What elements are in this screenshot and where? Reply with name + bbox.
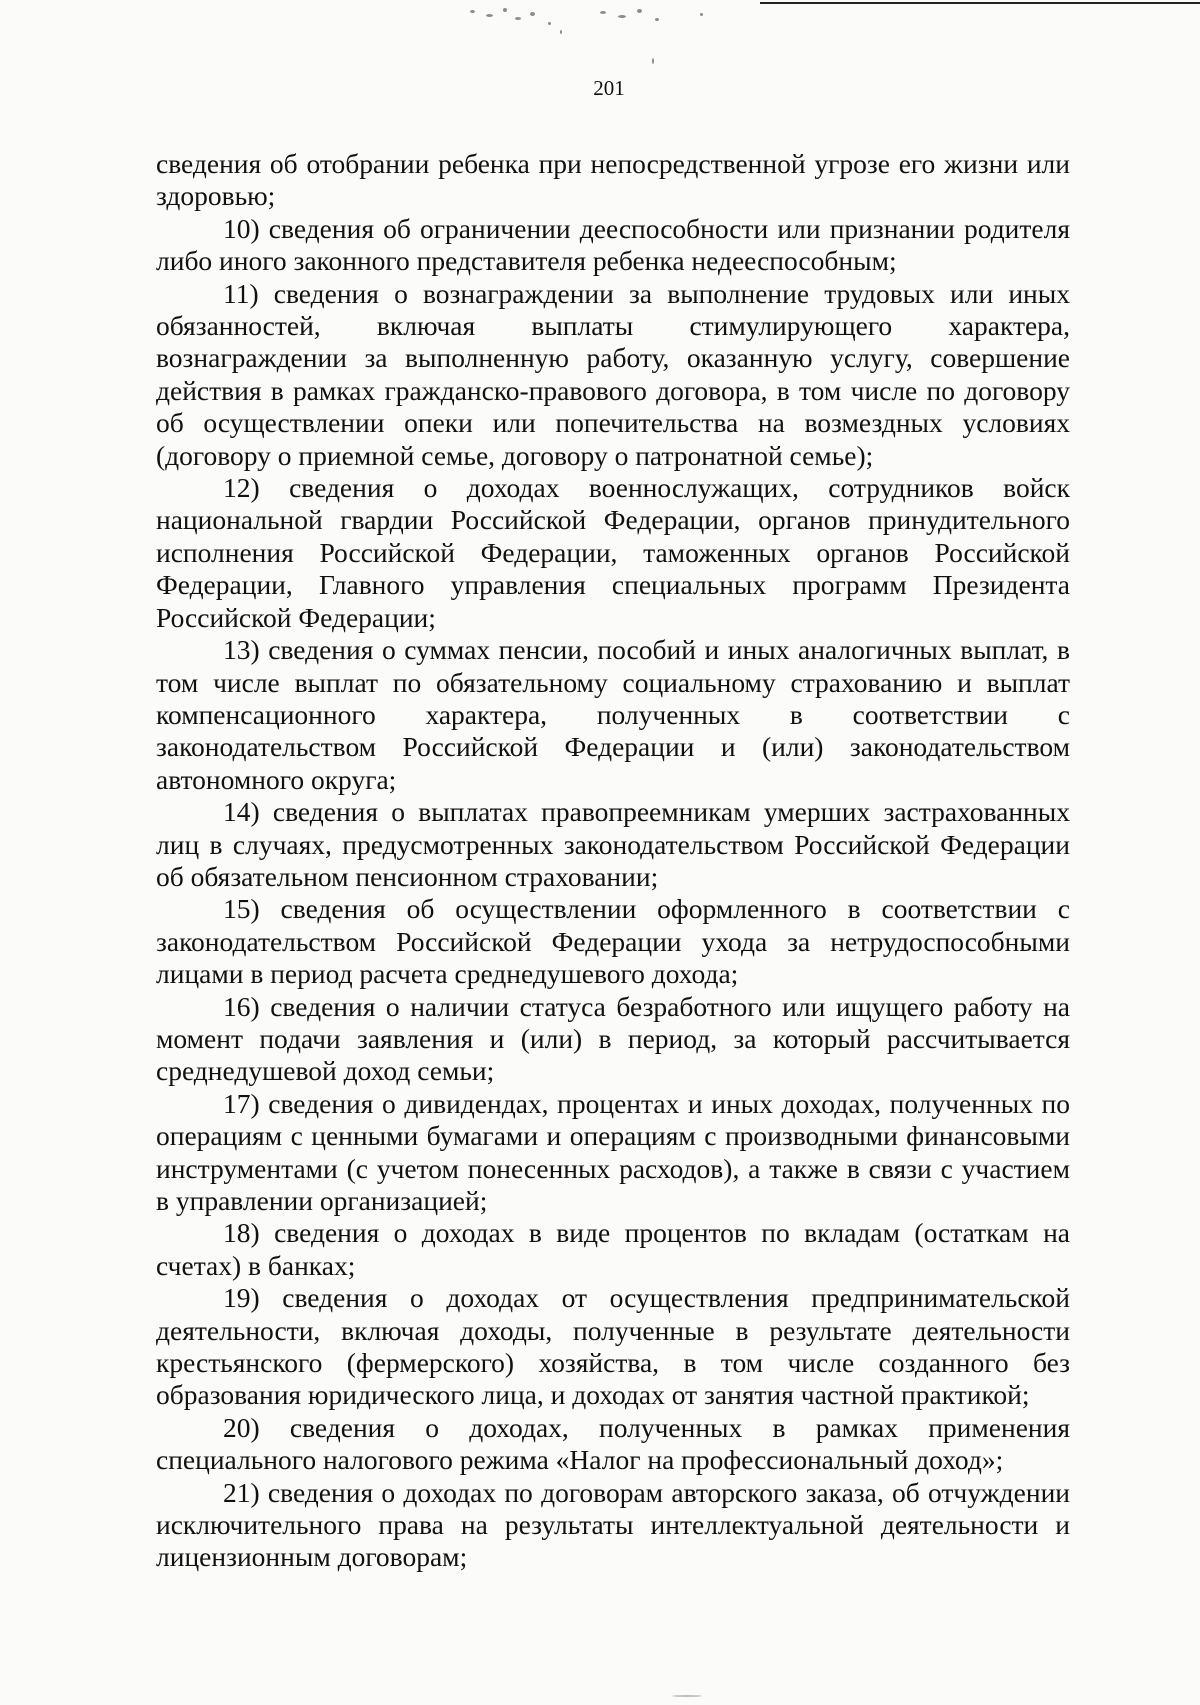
paragraph: 21) сведения о доходах по договорам авторского заказа, об отчуждении исключительного права на результаты интеллектуальной деятельности и лицензионным договорам;	[156, 1476, 1070, 1573]
paragraph: 16) сведения о наличии статуса безработного или ищущего работу на момент подачи заявления и (или) в период, за который рассчитывается среднедушевой доход семьи;	[156, 990, 1070, 1087]
paragraph: 19) сведения о доходах от осуществления предпринимательской деятельности, включая доходы, полученные в результате деятельности крестьянского (фермерского) хозяйства, в том числе созданного без образования юридического лица, и доходах от занятия частной практикой;	[156, 1282, 1070, 1411]
document-body	[156, 148, 1070, 1574]
page-number: 201	[593, 76, 625, 100]
paragraph: 17) сведения о дивидендах, процентах и иных доходах, полученных по операциям с ценными бумагами и операциям с производными финансовыми инструментами (с учетом понесенных расходов), а также в связи с участием в управлении организацией;	[156, 1087, 1070, 1216]
paragraph: 20) сведения о доходах, полученных в рамках применения специального налогового режима «Налог на профессиональный доход»;	[156, 1411, 1070, 1476]
paragraph: 11) сведения о вознаграждении за выполнение трудовых или иных обязанностей, включая выплаты стимулирующего характера, вознаграждении за выполненную работу, оказанную услугу, совершение действия в рамках гражданско-правового договора, в том числе по договору об осуществлении опеки или попечительства на возмездных условиях (договору о приемной семье, договору о патронатной семье);	[156, 277, 1070, 471]
paragraph: 12) сведения о доходах военнослужащих, сотрудников войск национальной гвардии Российской Федерации, органов принудительного исполнения Российской Федерации, таможенных органов Российской Федерации, Главного управления специальных программ Президента Российской Федерации;	[156, 472, 1070, 633]
paragraph: 13) сведения о суммах пенсии, пособий и иных аналогичных выплат, в том числе выплат по обязательному социальному страхованию и выплат компенсационного характера, полученных в соответствии с законодательством Российской Федерации и (или) законодательством автономного округа;	[156, 634, 1070, 795]
paragraph: 15) сведения об осуществлении оформленного в соответствии с законодательством Российской Федерации ухода за нетрудоспособными лицами в период расчета среднедушевого дохода;	[156, 893, 1070, 990]
scan-edge-line	[760, 2, 1200, 4]
paragraph: 10) сведения об ограничении дееспособности или признании родителя либо иного законного представителя ребенка недееспособным;	[156, 212, 1070, 277]
paragraph: 14) сведения о выплатах правопреемникам умерших застрахованных лиц в случаях, предусмотренных законодательством Российской Федерации об обязательном пенсионном страховании;	[156, 796, 1070, 892]
paragraph: сведения об отобрании ребенка при непосредственной угрозе его жизни или здоровью;	[156, 148, 1070, 212]
paragraph: 18) сведения о доходах в виде процентов по вкладам (остаткам на счетах) в банках;	[156, 1217, 1070, 1281]
